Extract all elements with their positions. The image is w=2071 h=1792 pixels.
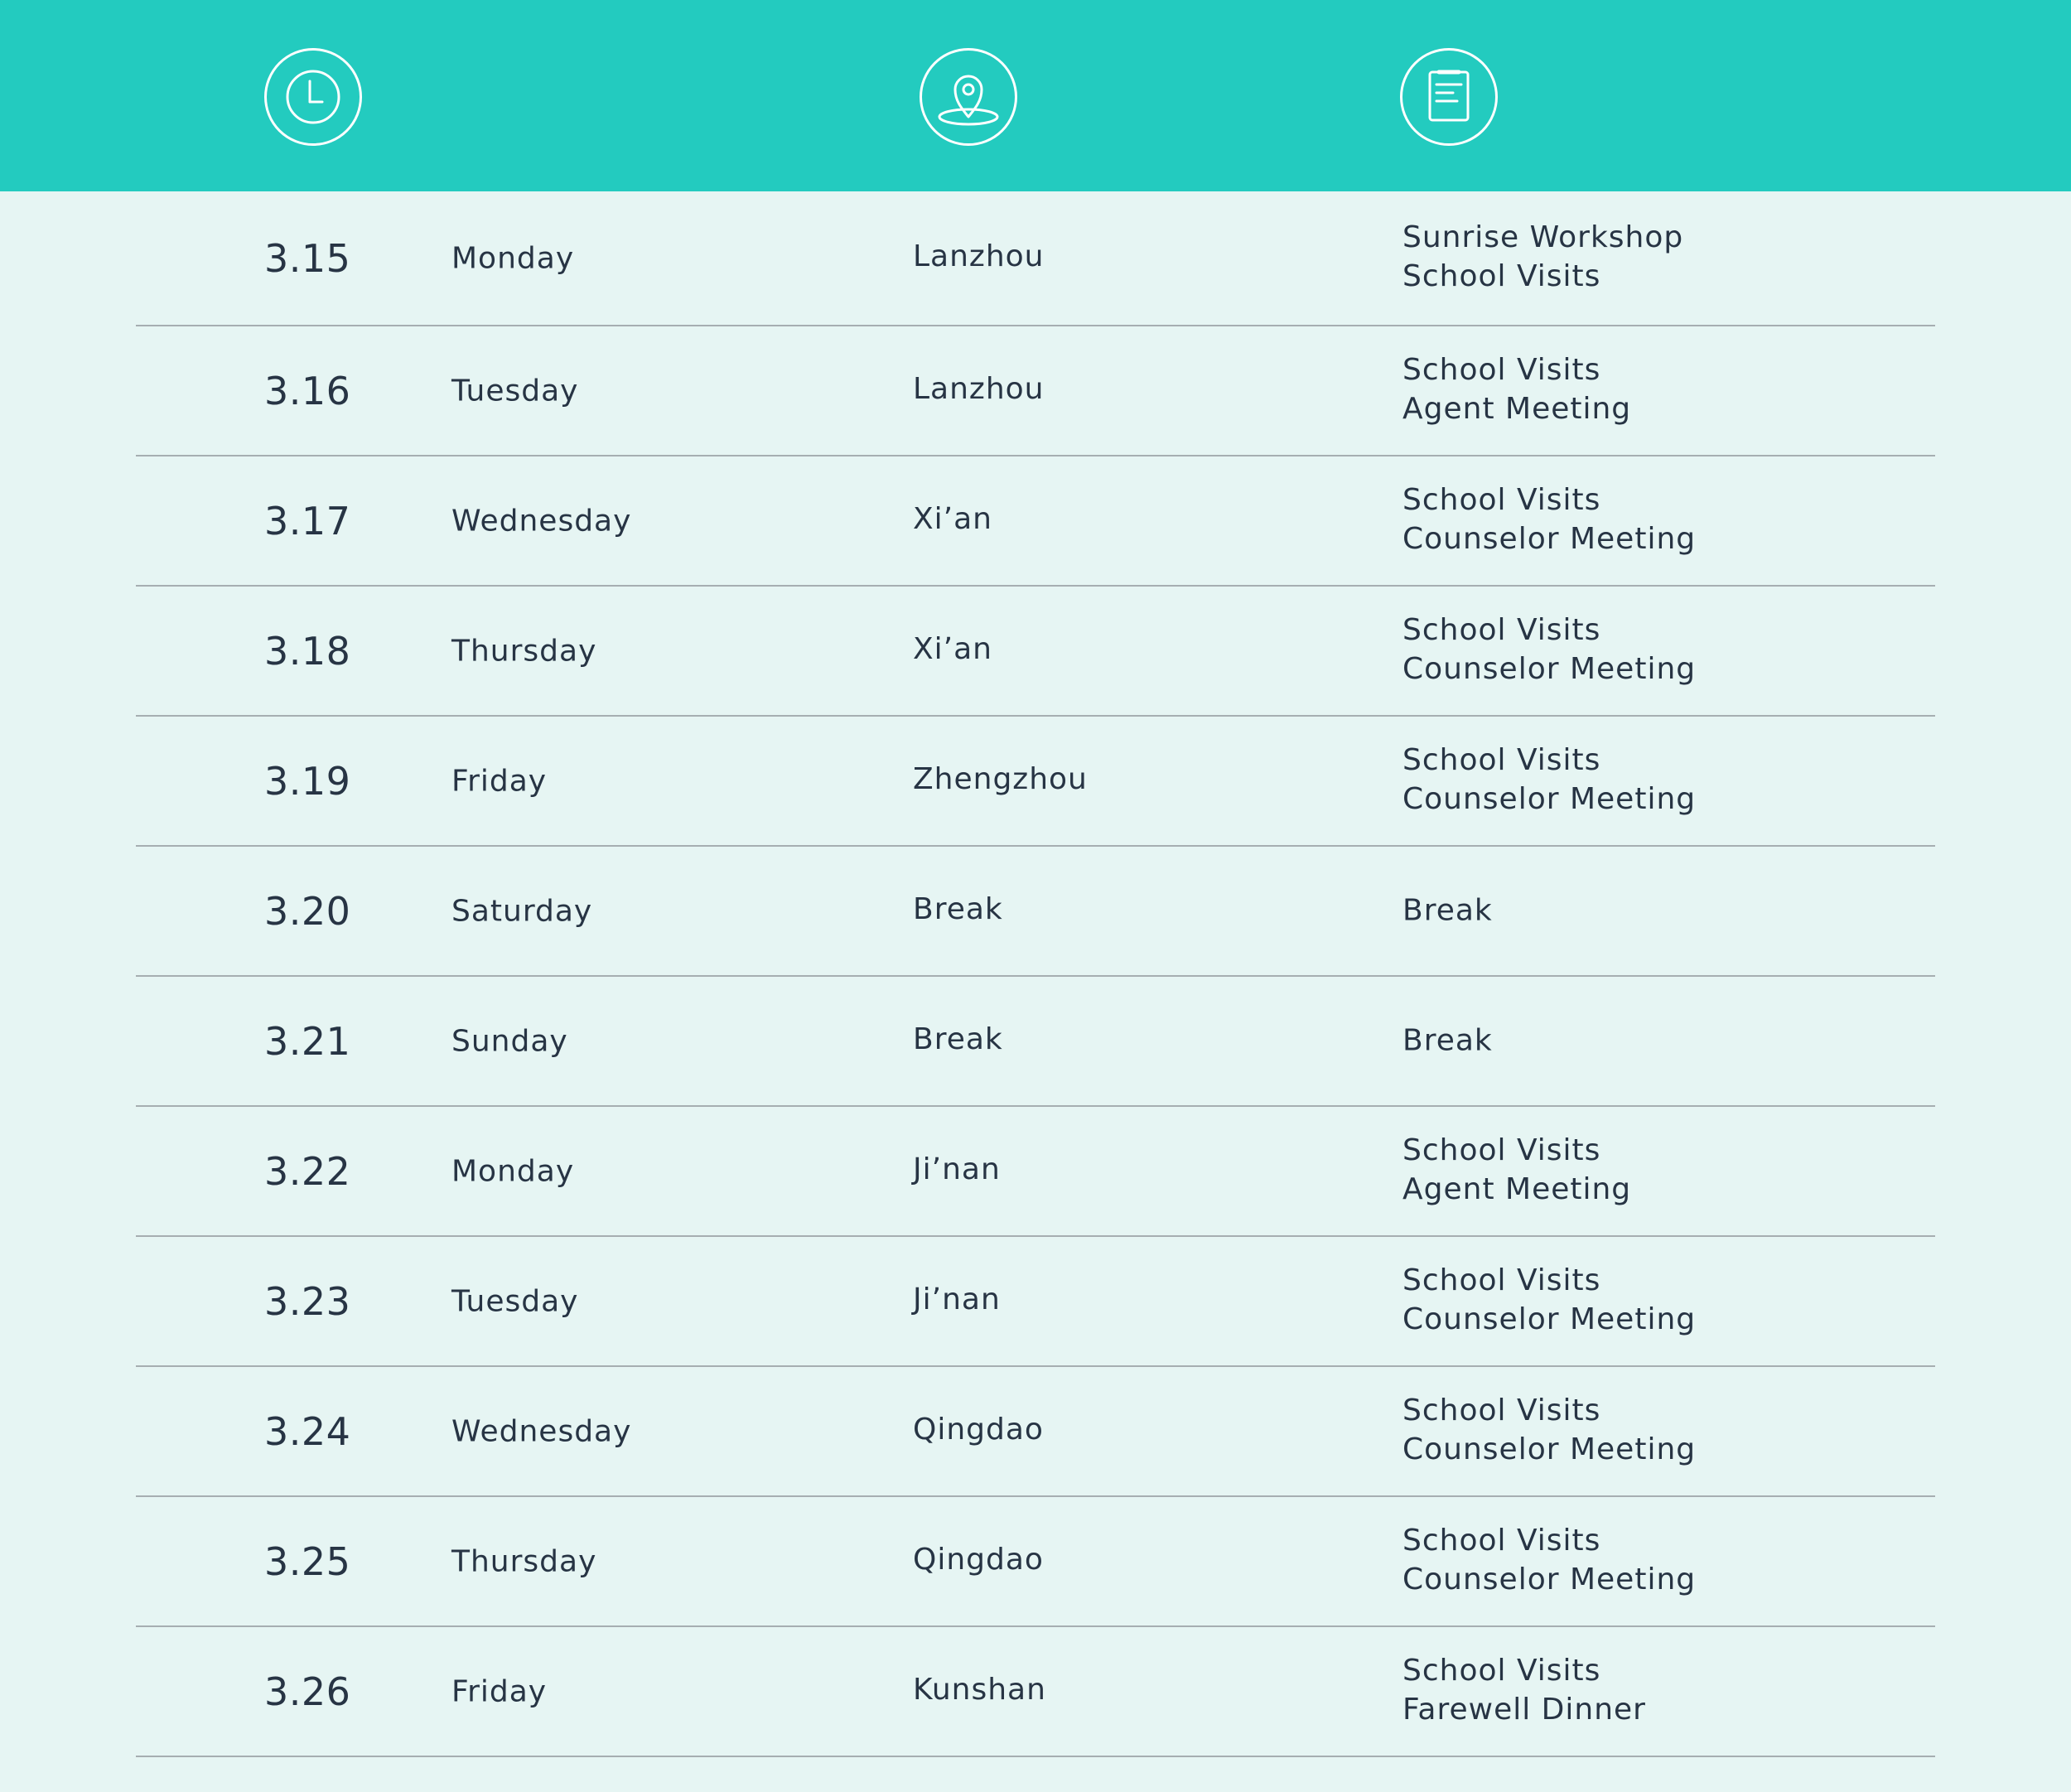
activity-line: School Visits	[1402, 352, 1601, 387]
row-activities	[1402, 1651, 1646, 1729]
activity-line: School Visits	[1402, 612, 1601, 647]
row-date: 3.20	[264, 888, 351, 934]
activity-line: Sunrise Workshop	[1402, 220, 1684, 254]
activity-line: Counselor Meeting	[1402, 521, 1697, 556]
activity-line: Agent Meeting	[1402, 391, 1632, 426]
row-activities	[1402, 481, 1696, 558]
schedule-row	[136, 1237, 1935, 1367]
location-pin-icon	[920, 48, 1017, 146]
schedule-row	[136, 191, 1935, 326]
activity-line: School Visits	[1402, 1133, 1601, 1167]
row-city: Qingdao	[913, 1412, 1044, 1447]
row-date: 3.25	[264, 1538, 351, 1584]
row-city: Break	[913, 891, 1003, 926]
clock-icon	[264, 48, 362, 146]
schedule-row	[136, 456, 1935, 587]
activity-line: School Visits	[1402, 1263, 1601, 1297]
row-city: Zhengzhou	[913, 761, 1088, 796]
row-date: 3.23	[264, 1278, 351, 1324]
row-day: Wednesday	[451, 504, 632, 538]
row-day: Saturday	[451, 894, 593, 928]
clipboard-icon	[1400, 48, 1498, 146]
row-date: 3.21	[264, 1018, 351, 1064]
row-day: Wednesday	[451, 1414, 632, 1448]
schedule-row	[136, 977, 1935, 1107]
schedule-row	[136, 1107, 1935, 1237]
activity-line: School Visits	[1402, 1523, 1601, 1558]
activity-line: Counselor Meeting	[1402, 1432, 1697, 1466]
row-activities	[1402, 1021, 1493, 1060]
row-activities	[1402, 350, 1631, 428]
activity-line: School Visits	[1402, 742, 1601, 777]
row-city: Ji’nan	[913, 1282, 1001, 1316]
schedule-table	[0, 191, 2071, 1757]
activity-line: Farewell Dinner	[1402, 1692, 1646, 1727]
row-date: 3.26	[264, 1669, 351, 1714]
row-date: 3.19	[264, 758, 351, 804]
activity-line: School Visits	[1402, 258, 1601, 293]
activity-line: Break	[1402, 1023, 1493, 1058]
activity-line: Agent Meeting	[1402, 1171, 1632, 1206]
activity-line: Counselor Meeting	[1402, 781, 1697, 816]
row-day: Thursday	[451, 1544, 597, 1578]
schedule-row	[136, 847, 1935, 977]
row-day: Friday	[451, 764, 548, 798]
schedule-row	[136, 587, 1935, 717]
row-date: 3.18	[264, 628, 351, 674]
header-bar	[0, 0, 2071, 191]
row-day: Tuesday	[451, 374, 579, 408]
schedule-row	[136, 326, 1935, 456]
schedule-row	[136, 1367, 1935, 1497]
activity-line: School Visits	[1402, 1653, 1601, 1688]
activity-line: Counselor Meeting	[1402, 1302, 1697, 1336]
row-city: Xi’an	[913, 501, 992, 536]
row-day: Monday	[451, 1154, 575, 1188]
row-date: 3.15	[264, 235, 351, 281]
row-date: 3.24	[264, 1408, 351, 1454]
row-city: Xi’an	[913, 631, 992, 666]
schedule-row	[136, 1627, 1935, 1757]
row-activities	[1402, 1261, 1696, 1339]
row-day: Thursday	[451, 634, 597, 668]
row-city: Lanzhou	[913, 371, 1045, 406]
schedule-row	[136, 717, 1935, 847]
row-date: 3.22	[264, 1148, 351, 1194]
activity-line: Break	[1402, 893, 1493, 928]
activity-line: School Visits	[1402, 1393, 1601, 1427]
row-day: Friday	[451, 1674, 548, 1708]
row-activities	[1402, 891, 1493, 930]
row-city: Qingdao	[913, 1542, 1044, 1577]
row-activities	[1402, 1391, 1696, 1469]
row-date: 3.16	[264, 368, 351, 413]
row-day: Sunday	[451, 1024, 568, 1058]
row-city: Break	[913, 1022, 1003, 1056]
row-date: 3.17	[264, 498, 351, 543]
row-activities	[1402, 741, 1696, 819]
row-day: Monday	[451, 241, 575, 275]
activity-line: Counselor Meeting	[1402, 651, 1697, 686]
activity-line: School Visits	[1402, 482, 1601, 517]
row-activities	[1402, 1131, 1631, 1209]
row-activities	[1402, 218, 1683, 296]
activity-line: Counselor Meeting	[1402, 1562, 1697, 1596]
row-city: Ji’nan	[913, 1152, 1001, 1186]
row-city: Kunshan	[913, 1672, 1046, 1707]
row-activities	[1402, 1521, 1696, 1599]
schedule-row	[136, 1497, 1935, 1627]
row-activities	[1402, 611, 1696, 688]
row-day: Tuesday	[451, 1284, 579, 1318]
row-city: Lanzhou	[913, 239, 1045, 273]
